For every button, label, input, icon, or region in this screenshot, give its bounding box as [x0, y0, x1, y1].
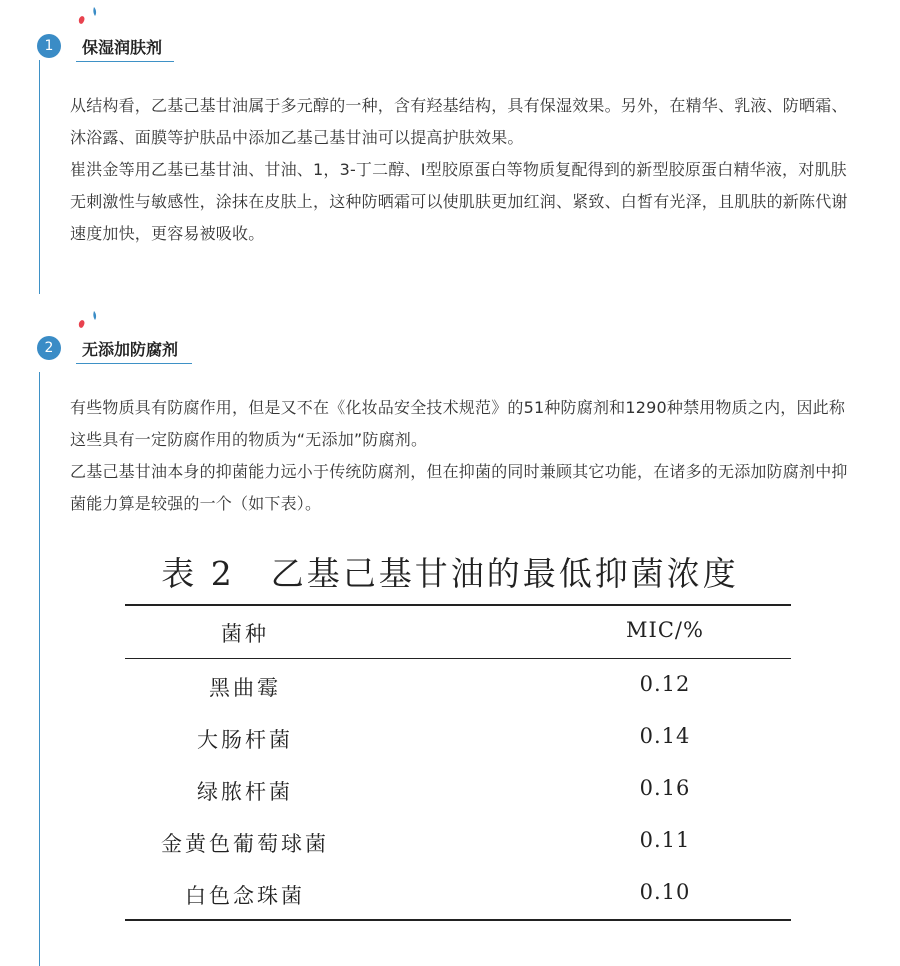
decorative-dots-icon: [76, 6, 102, 28]
decorative-dots-icon: [76, 310, 102, 332]
table-cell-mic: 0.14: [639, 724, 691, 748]
section-heading: 无添加防腐剂: [82, 340, 179, 359]
section-vertical-line: [39, 60, 40, 294]
table-header-rule: [125, 658, 791, 659]
section-preservative-free: [0, 308, 900, 966]
table-bottom-rule: [125, 919, 791, 921]
paragraph: 乙基己基甘油本身的抑菌能力远小于传统防腐剂，但在抑菌的同时兼顾其它功能，在诸多的无添加防腐剂中抑菌能力算是较强的一个（如下表）。: [70, 462, 848, 513]
table-cell-mic: 0.10: [639, 880, 691, 904]
table-cell-mic: 0.16: [639, 776, 691, 800]
table-cell-strain: 金黄色葡萄球菌: [161, 832, 329, 856]
heading-underline: [76, 61, 174, 62]
table-cell-mic: 0.11: [639, 828, 691, 852]
table-header-strain: 菌种: [221, 622, 269, 646]
section-heading: 保湿润肤剂: [82, 38, 163, 57]
table-cell-strain: 白色念珠菌: [185, 884, 305, 908]
heading-underline: [76, 363, 192, 364]
table-cell-strain: 黑曲霉: [209, 676, 281, 700]
table-title: 表 2 乙基己基甘油的最低抑菌浓度: [161, 554, 739, 593]
table-header-mic: MIC/%: [626, 618, 704, 642]
section-number-badge: 2: [37, 336, 61, 360]
paragraph: 有些物质具有防腐作用，但是又不在《化妆品安全技术规范》的51种防腐剂和1290种禁用物质之内，因此称这些具有一定防腐作用的物质为“无添加”防腐剂。: [70, 398, 846, 449]
table-cell-mic: 0.12: [639, 672, 691, 696]
section-number-badge: 1: [37, 34, 61, 58]
section-vertical-line: [39, 372, 40, 966]
paragraph: 从结构看，乙基己基甘油属于多元醇的一种，含有羟基结构，具有保湿效果。另外，在精华、乳液、防晒霜、沐浴露、面膜等护肤品中添加乙基己基甘油可以提高护肤效果。: [70, 96, 848, 147]
table-top-rule: [125, 604, 791, 606]
paragraph: 崔洪金等用乙基已基甘油、甘油、1，3-丁二醇、I型胶原蛋白等物质复配得到的新型胶原蛋白精华液，对肌肤无刺激性与敏感性，涂抹在皮肤上，这种防晒霜可以使肌肤更加红润、紧致、白皙有光泽，且肌肤的新陈代谢速度加快，更容易被吸收。: [70, 160, 848, 243]
table-cell-strain: 绿脓杆菌: [197, 780, 293, 804]
table-cell-strain: 大肠杆菌: [197, 728, 293, 752]
section-body: [70, 90, 860, 250]
section-moisturizer: [0, 0, 900, 300]
section-body: [70, 392, 860, 520]
